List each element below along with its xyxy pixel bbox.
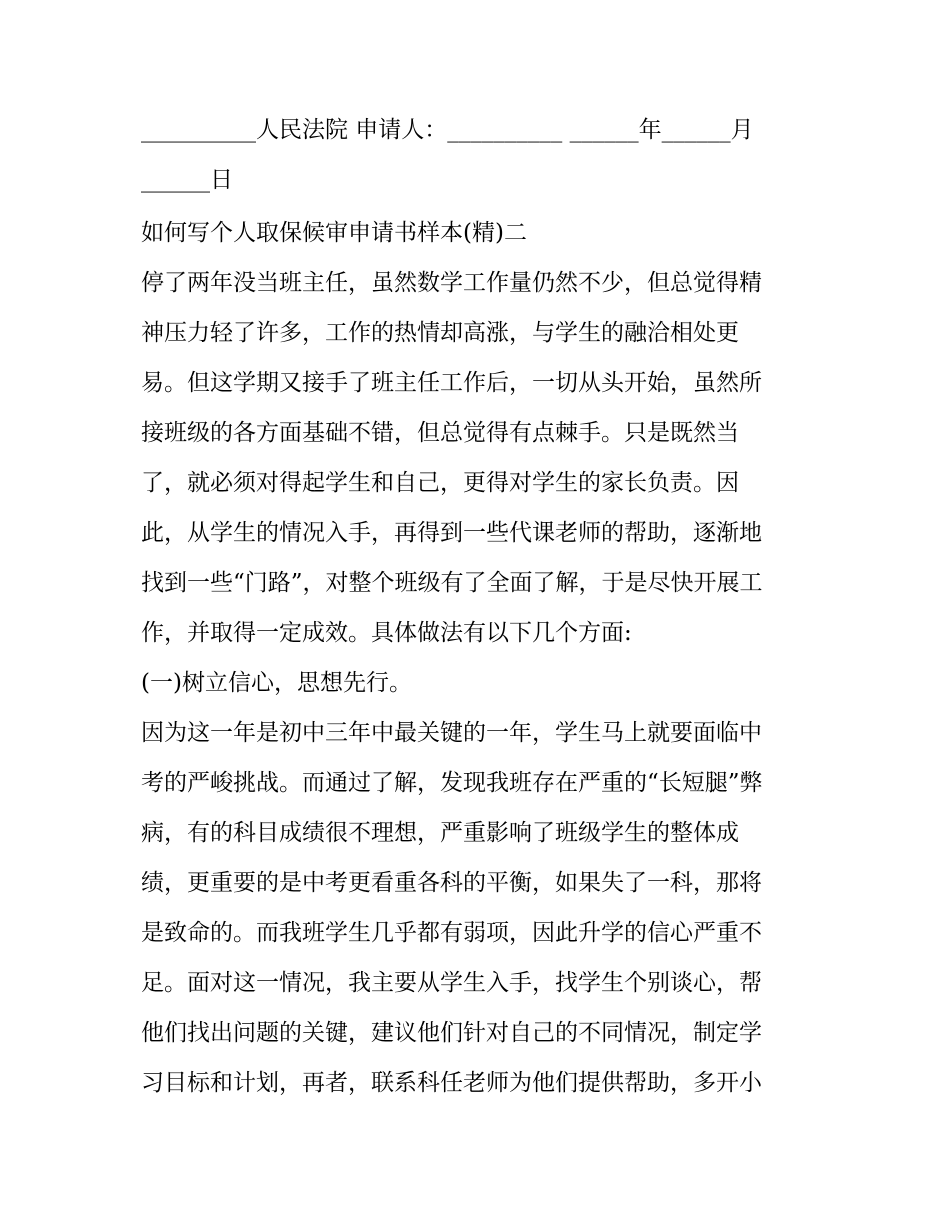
subsection-heading: (一)树立信心，思想先行。	[141, 670, 412, 696]
body-line: 作，并取得一定成效。具体做法有以下几个方面:	[141, 620, 632, 646]
body-line: 他们找出问题的关键，建议他们针对自己的不同情况，制定学	[141, 1020, 762, 1046]
body-line: 找到一些“门路”，对整个班级有了全面了解，于是尽快开展工	[141, 570, 763, 596]
body-line: 病，有的科目成绩很不理想，严重影响了班级学生的整体成	[141, 820, 739, 846]
body-line: 神压力轻了许多，工作的热情却高涨，与学生的融洽相处更	[141, 320, 739, 346]
body-line: 足。面对这一情况，我主要从学生入手，找学生个别谈心，帮	[141, 970, 762, 996]
signature-line-court-applicant-date: __________人民法院 申请人：__________ ______年______月	[141, 117, 754, 143]
body-line: 习目标和计划，再者，联系科任老师为他们提供帮助，多开小	[141, 1070, 762, 1096]
body-line: 绩，更重要的是中考更看重各科的平衡，如果失了一科，那将	[141, 870, 762, 896]
section-title: 如何写个人取保候审申请书样本(精)二	[141, 220, 527, 246]
signature-line-day: ______日	[141, 167, 233, 193]
body-line: 是致命的。而我班学生几乎都有弱项，因此升学的信心严重不	[141, 920, 762, 946]
body-line: 接班级的各方面基础不错，但总觉得有点棘手。只是既然当	[141, 420, 739, 446]
body-line: 了，就必须对得起学生和自己，更得对学生的家长负责。因	[141, 470, 739, 496]
body-line: 因为这一年是初中三年中最关键的一年，学生马上就要面临中	[141, 720, 762, 746]
body-line: 考的严峻挑战。而通过了解，发现我班存在严重的“长短腿”弊	[141, 770, 763, 796]
body-line: 易。但这学期又接手了班主任工作后，一切从头开始，虽然所	[141, 370, 762, 396]
body-line: 停了两年没当班主任，虽然数学工作量仍然不少，但总觉得精	[141, 270, 762, 296]
body-line: 此，从学生的情况入手，再得到一些代课老师的帮助，逐渐地	[141, 520, 762, 546]
